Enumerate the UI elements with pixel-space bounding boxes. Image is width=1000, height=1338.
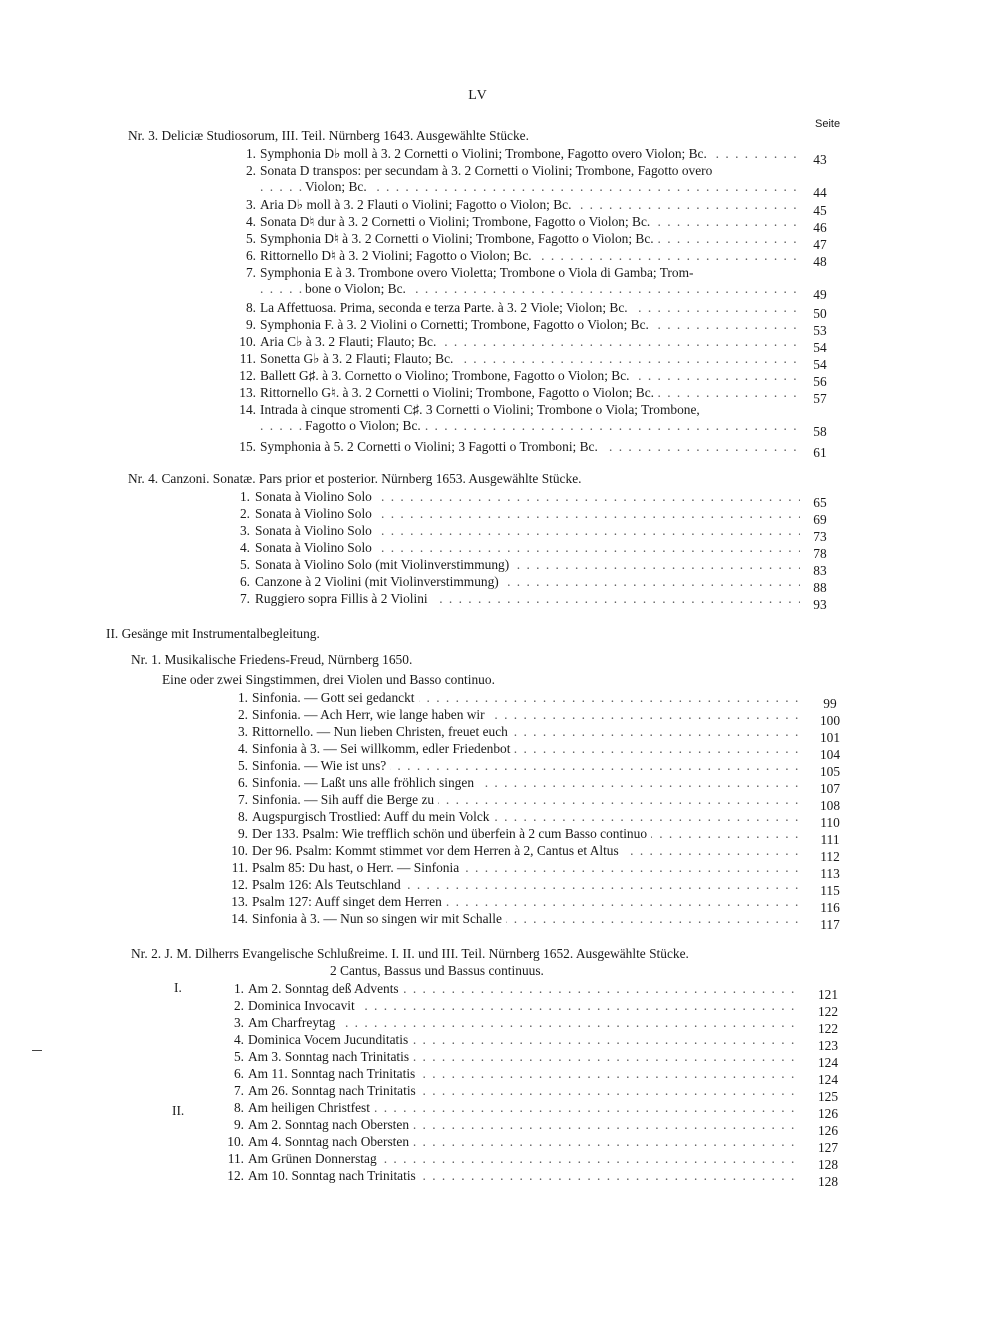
toc-entry	[0, 248, 1000, 269]
entry-number: 7.	[245, 265, 256, 280]
entry-number: 8.	[233, 1100, 244, 1115]
entry-number: 10.	[227, 1134, 244, 1149]
entry-title	[252, 843, 800, 859]
part2-nr2-subtitle: 2 Cantus, Bassus und Bassus continuus.	[330, 963, 544, 978]
entry-page-number: 49	[813, 287, 827, 302]
entry-number: 8.	[245, 300, 256, 315]
entry-title	[252, 792, 800, 808]
entry-title	[260, 334, 800, 350]
entry-title-text: Sonata D♮ dur à 3. 2 Cornetti o Violini; Trombone, Fagotto o Violon; Bc.	[260, 214, 654, 229]
entry-page-number: 47	[813, 237, 827, 252]
entry-title-text: Augspurgisch Trostlied: Auff du mein Volck	[252, 809, 493, 824]
toc-entry	[0, 877, 1000, 898]
entry-title-text: Am 3. Sonntag nach Trinitatis	[248, 1049, 413, 1064]
entry-title-text: Symphonia E à 3. Trombone overo Violetta; Trombone o Viola di Gamba; Trom-	[260, 265, 697, 280]
entry-title-continuation: Violon; Bc.	[305, 179, 371, 194]
entry-title	[260, 402, 800, 434]
entry-title-text: Aria C♭ à 3. 2 Flauti; Flauto; Bc.	[260, 334, 440, 349]
entry-title	[252, 758, 800, 774]
entry-title	[260, 351, 800, 367]
toc-entry	[0, 1151, 1000, 1172]
toc-entry	[0, 368, 1000, 389]
toc-entry	[0, 385, 1000, 406]
entry-page-number: 56	[813, 374, 827, 389]
entry-title-text: Am heiligen Christfest	[248, 1100, 374, 1115]
entry-title-text: Rittornello G♮. à 3. 2 Cornetti o Violini; Trombone, Fagotto o Violon; Bc.	[260, 385, 658, 400]
toc-entry	[0, 1100, 1000, 1121]
toc-entry	[0, 540, 1000, 561]
toc-entry	[0, 843, 1000, 864]
entry-page-number: 73	[813, 529, 827, 544]
toc-entry	[0, 894, 1000, 915]
entry-number: 13.	[239, 385, 256, 400]
entry-title-text: Symphonia à 5. 2 Cornetti o Violini; 3 Fagotti o Tromboni; Bc.	[260, 439, 602, 454]
entry-title	[252, 809, 800, 825]
entry-title-text: Ruggiero sopra Fillis à 2 Violini	[255, 591, 432, 606]
entry-title-text: Sonata à Violino Solo	[255, 540, 376, 555]
entry-page-number: 99	[823, 696, 837, 711]
entry-page-number: 127	[817, 1140, 839, 1155]
entry-page-number: 48	[813, 254, 827, 269]
entry-title-text: Sinfonia. — Laßt uns alle fröhlich singen	[252, 775, 478, 790]
entry-title	[248, 998, 800, 1014]
entry-title-text: Psalm 127: Auff singet dem Herren	[252, 894, 446, 909]
entry-number: 3.	[239, 523, 250, 538]
entry-page-number: 112	[820, 849, 840, 864]
entry-number: 14.	[231, 911, 248, 926]
entry-page-number: 128	[817, 1157, 839, 1172]
entry-title-text: Sonata à Violino Solo	[255, 489, 376, 504]
entry-page-number: 61	[813, 445, 827, 460]
entry-page-number: 111	[820, 832, 840, 847]
entry-page-number: 122	[817, 1021, 839, 1036]
entry-title-text: Sinfonia. — Sih auff die Berge zu	[252, 792, 438, 807]
entry-title	[248, 1117, 800, 1133]
part2-heading: II. Gesänge mit Instrumentalbegleitung.	[106, 626, 320, 641]
entry-number: 2.	[233, 998, 244, 1013]
entry-number: 12.	[231, 877, 248, 892]
toc-entry	[0, 1168, 1000, 1189]
entry-page-number: 104	[819, 747, 841, 762]
entry-title	[248, 1032, 800, 1048]
entry-number: 11.	[227, 1151, 244, 1166]
entry-title-text: Sonata à Violino Solo	[255, 523, 376, 538]
entry-title	[248, 1083, 800, 1099]
toc-entry	[0, 690, 1000, 711]
entry-page-number: 122	[817, 1004, 839, 1019]
entry-page-number: 57	[813, 391, 827, 406]
entry-title	[260, 300, 800, 316]
toc-entry	[0, 439, 1000, 460]
toc-entry	[0, 758, 1000, 779]
entry-number: 1.	[245, 146, 256, 161]
entry-title	[248, 1168, 800, 1184]
entry-number: 4.	[233, 1032, 244, 1047]
entry-number: 5.	[245, 231, 256, 246]
entry-title	[255, 557, 800, 573]
entry-title	[260, 248, 800, 264]
entry-title	[248, 1015, 800, 1031]
entry-page-number: 110	[820, 815, 840, 830]
entry-title	[260, 368, 800, 384]
entry-title-text: Sinfonia. — Wie ist uns?	[252, 758, 390, 773]
toc-entry	[0, 1117, 1000, 1138]
toc-entry	[0, 860, 1000, 881]
entry-page-number: 58	[813, 424, 827, 439]
entry-number: 11.	[239, 351, 256, 366]
section-nr3-heading: Nr. 3. Deliciæ Studiosorum, III. Teil. Nürnberg 1643. Ausgewählte Stücke.	[128, 128, 529, 143]
part2-nr1-heading: Nr. 1. Musikalische Friedens-Freud, Nürnberg 1650.	[131, 652, 413, 667]
entry-number: 1.	[237, 690, 248, 705]
toc-entry	[0, 1066, 1000, 1087]
entry-number: 5.	[237, 758, 248, 773]
entry-page-number: 126	[817, 1106, 839, 1121]
entry-title-text: Sonata à Violino Solo	[255, 506, 376, 521]
entry-title-text: Symphonia F. à 3. 2 Violini o Cornetti; Trombone, Fagotto o Violon; Bc.	[260, 317, 653, 332]
entry-number: 8.	[237, 809, 248, 824]
entry-page-number: 123	[817, 1038, 839, 1053]
entry-number: 10.	[239, 334, 256, 349]
entry-title	[252, 741, 800, 757]
entry-title	[260, 385, 800, 401]
entry-number: 6.	[245, 248, 256, 263]
entry-page-number: 108	[819, 798, 841, 813]
entry-title	[255, 574, 800, 590]
entry-title-continuation: Fagotto o Violon; Bc.	[305, 418, 425, 433]
entry-number: 14.	[239, 402, 256, 417]
entry-title	[260, 439, 800, 455]
toc-entry	[0, 1083, 1000, 1104]
entry-title	[252, 911, 800, 927]
entry-number: 1.	[233, 981, 244, 996]
entry-number: 9.	[245, 317, 256, 332]
toc-entry	[0, 775, 1000, 796]
entry-title-continuation: bone o Violon; Bc.	[305, 281, 410, 296]
seite-label: Seite	[815, 118, 841, 130]
entry-title	[260, 231, 800, 247]
toc-entry	[0, 981, 1000, 1002]
entry-title	[248, 981, 800, 997]
toc-entry	[0, 265, 1000, 302]
toc-entry	[0, 911, 1000, 932]
entry-title-text: Am 10. Sonntag nach Trinitatis	[248, 1168, 420, 1183]
section-nr4-heading: Nr. 4. Canzoni. Sonatæ. Pars prior et posterior. Nürnberg 1653. Ausgewählte Stücke.	[128, 471, 582, 486]
entry-title-text: Am 4. Sonntag nach Obersten	[248, 1134, 413, 1149]
toc-entry	[0, 489, 1000, 510]
entry-page-number: 115	[820, 883, 840, 898]
toc-entry	[0, 146, 1000, 167]
entry-number: 3.	[237, 724, 248, 739]
entry-number: 3.	[245, 197, 256, 212]
entry-page-number: 117	[820, 917, 840, 932]
entry-title-text: Rittornello. — Nun lieben Christen, freuet euch	[252, 724, 512, 739]
entry-number: 6.	[237, 775, 248, 790]
toc-entry	[0, 214, 1000, 235]
entry-title	[255, 591, 800, 607]
toc-entry	[0, 826, 1000, 847]
entry-number: 1.	[239, 489, 250, 504]
entry-title-text: Der 96. Psalm: Kommt stimmet vor dem Herren à 2, Cantus et Altus	[252, 843, 623, 858]
toc-entry	[0, 506, 1000, 527]
entry-number: 4.	[239, 540, 250, 555]
entry-title	[252, 894, 800, 910]
entry-title-text: Dominica Invocavit	[248, 998, 359, 1013]
entry-title	[252, 877, 800, 893]
part2-nr2-heading: Nr. 2. J. M. Dilherrs Evangelische Schlußreime. I. II. und III. Teil. Nürnberg 1652. Ausgewählte Stücke.	[131, 946, 689, 961]
entry-title-text: Rittornello D♮ à 3. 2 Violini; Fagotto o Violon; Bc.	[260, 248, 536, 263]
toc-entry	[0, 998, 1000, 1019]
entry-title-text: Sonetta G♭ à 3. 2 Flauti; Flauto; Bc.	[260, 351, 457, 366]
entry-title-text: Ballett G♯. à 3. Cornetto o Violino; Trombone, Fagotto o Violon; Bc.	[260, 368, 634, 383]
part2-nr1-subtitle: Eine oder zwei Singstimmen, drei Violen und Basso continuo.	[162, 672, 495, 687]
entry-title-text: Dominica Vocem Jucunditatis	[248, 1032, 412, 1047]
entry-page-number: 107	[819, 781, 841, 796]
entry-title	[260, 265, 800, 297]
entry-title-text: Canzone à 2 Violini (mit Violinverstimmung)	[255, 574, 503, 589]
entry-number: 4.	[245, 214, 256, 229]
entry-page-number: 101	[819, 730, 841, 745]
entry-title-text: Sinfonia. — Ach Herr, wie lange haben wir	[252, 707, 489, 722]
entry-title-text: Aria D♭ moll à 3. 2 Flauti o Violini; Fagotto o Violon; Bc.	[260, 197, 575, 212]
entry-page-number: 54	[813, 340, 827, 355]
toc-entry	[0, 591, 1000, 612]
entry-title-text: Sonata D transpos: per secundam à 3. 2 Cornetti o Violini; Trombone, Fagotto overo	[260, 163, 716, 178]
entry-number: 12.	[239, 368, 256, 383]
entry-number: 2.	[237, 707, 248, 722]
entry-title	[248, 1066, 800, 1082]
entry-number: 6.	[233, 1066, 244, 1081]
entry-title-text: Sinfonia à 3. — Sei willkomm, edler Friedenbot	[252, 741, 514, 756]
entry-title	[260, 214, 800, 230]
toc-entry	[0, 792, 1000, 813]
entry-number: 10.	[231, 843, 248, 858]
entry-title-text: Am 26. Sonntag nach Trinitatis	[248, 1083, 420, 1098]
entry-number: 9.	[233, 1117, 244, 1132]
entry-page-number: 54	[813, 357, 827, 372]
entry-page-number: 50	[813, 306, 827, 321]
entry-title-text: Am Grünen Donnerstag	[248, 1151, 381, 1166]
toc-entry	[0, 574, 1000, 595]
entry-title	[255, 523, 800, 539]
entry-title-text: Am 11. Sonntag nach Trinitatis	[248, 1066, 419, 1081]
entry-title-text: Der 133. Psalm: Wie trefflich schön und überfein à 2 cum Basso continuo	[252, 826, 651, 841]
entry-page-number: 44	[813, 185, 827, 200]
toc-entry	[0, 523, 1000, 544]
entry-page-number: 113	[820, 866, 840, 881]
entry-title-text: Am 2. Sonntag deß Advents	[248, 981, 403, 996]
entry-title	[252, 826, 800, 842]
entry-number: 5.	[239, 557, 250, 572]
toc-entry	[0, 557, 1000, 578]
toc-entry	[0, 724, 1000, 745]
entry-number: 7.	[237, 792, 248, 807]
entry-number: 2.	[239, 506, 250, 521]
entry-number: 4.	[237, 741, 248, 756]
entry-title-text: Psalm 126: Als Teutschland	[252, 877, 405, 892]
toc-entry	[0, 402, 1000, 439]
entry-number: 7.	[233, 1083, 244, 1098]
entry-number: 7.	[239, 591, 250, 606]
page-number: LV	[468, 88, 488, 103]
toc-entry	[0, 351, 1000, 372]
entry-page-number: 124	[817, 1072, 839, 1087]
entry-title-text: Am 2. Sonntag nach Obersten	[248, 1117, 413, 1132]
entry-page-number: 43	[813, 152, 827, 167]
entry-page-number: 105	[819, 764, 841, 779]
entry-page-number: 126	[817, 1123, 839, 1138]
entry-number: 6.	[239, 574, 250, 589]
entry-title	[248, 1151, 800, 1167]
entry-title	[252, 860, 800, 876]
entry-title	[248, 1049, 800, 1065]
entry-page-number: 65	[813, 495, 827, 510]
entry-number: 5.	[233, 1049, 244, 1064]
entry-page-number: 83	[813, 563, 827, 578]
entry-title	[252, 690, 800, 706]
entry-number: 13.	[231, 894, 248, 909]
toc-entry	[0, 197, 1000, 218]
entry-title	[248, 1134, 800, 1150]
entry-title	[260, 163, 800, 195]
scan-mark	[32, 1050, 42, 1051]
entry-page-number: 121	[817, 987, 839, 1002]
entry-page-number: 78	[813, 546, 827, 561]
entry-title-text: Sinfonia à 3. — Nun so singen wir mit Schalle	[252, 911, 506, 926]
entry-page-number: 100	[819, 713, 841, 728]
toc-entry	[0, 1015, 1000, 1036]
entry-title-text: Intrada à cinque stromenti C♯. 3 Cornetti o Violini; Trombone o Viola; Trombone,	[260, 402, 704, 417]
toc-entry	[0, 1134, 1000, 1155]
entry-page-number: 69	[813, 512, 827, 527]
toc-entry	[0, 334, 1000, 355]
toc-entry	[0, 707, 1000, 728]
entry-title	[260, 317, 800, 333]
toc-entry	[0, 1049, 1000, 1070]
entry-page-number: 128	[817, 1174, 839, 1189]
entry-title-text: Psalm 85: Du hast, o Herr. — Sinfonia	[252, 860, 463, 875]
entry-number: 3.	[233, 1015, 244, 1030]
entry-number: 15.	[239, 439, 256, 454]
entry-title-text: Sinfonia. — Gott sei gedanckt	[252, 690, 419, 705]
entry-page-number: 124	[817, 1055, 839, 1070]
entry-title	[255, 540, 800, 556]
entry-title	[248, 1100, 800, 1116]
entry-title-text: La Affettuosa. Prima, seconda e terza Parte. à 3. 2 Viole; Violon; Bc.	[260, 300, 632, 315]
entry-page-number: 125	[817, 1089, 839, 1104]
toc-entry	[0, 231, 1000, 252]
roman-group-1: I.	[174, 980, 182, 995]
entry-page-number: 88	[813, 580, 827, 595]
toc-entry	[0, 163, 1000, 200]
entry-title	[252, 775, 800, 791]
entry-page-number: 46	[813, 220, 827, 235]
entry-page-number: 116	[820, 900, 840, 915]
toc-entry	[0, 741, 1000, 762]
toc-entry	[0, 809, 1000, 830]
entry-title	[260, 197, 800, 213]
roman-group-2: II.	[172, 1103, 185, 1118]
entry-title	[255, 506, 800, 522]
entry-title	[260, 146, 800, 162]
toc-entry	[0, 1032, 1000, 1053]
entry-number: 9.	[237, 826, 248, 841]
entry-number: 11.	[231, 860, 248, 875]
entry-title-text: Sonata à Violino Solo (mit Violinverstimmung)	[255, 557, 513, 572]
entry-title-text: Symphonia D♮ à 3. 2 Cornetti o Violini; Trombone, Fagotto o Violon; Bc.	[260, 231, 658, 246]
entry-title	[255, 489, 800, 505]
toc-entry	[0, 300, 1000, 321]
entry-title-text: Am Charfreytag	[248, 1015, 339, 1030]
toc-entry	[0, 317, 1000, 338]
entry-title	[252, 724, 800, 740]
entry-page-number: 45	[813, 203, 827, 218]
entry-title-text: Symphonia D♭ moll à 3. 2 Cornetti o Violini; Trombone, Fagotto overo Violon; Bc.	[260, 146, 711, 161]
entry-page-number: 93	[813, 597, 827, 612]
entry-page-number: 53	[813, 323, 827, 338]
entry-number: 12.	[227, 1168, 244, 1183]
entry-number: 2.	[245, 163, 256, 178]
entry-title	[252, 707, 800, 723]
